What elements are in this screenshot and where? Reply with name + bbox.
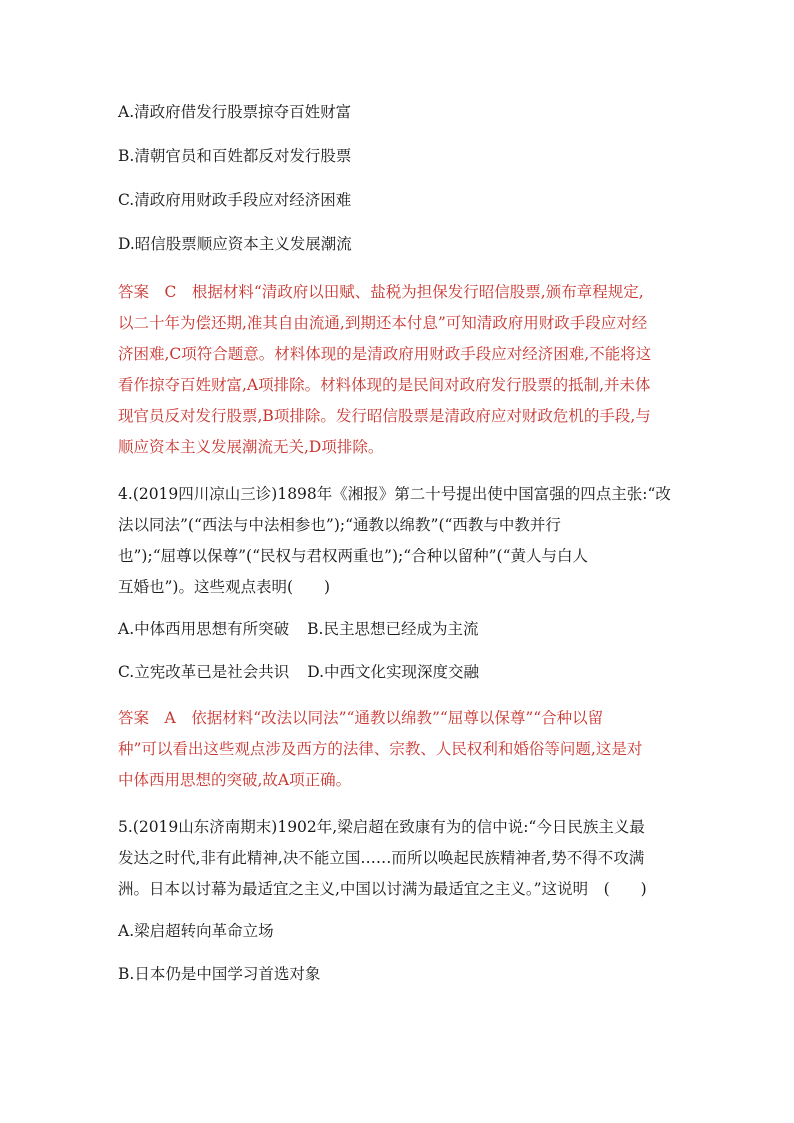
q4-option-d: D.中西文化实现深度交融 (307, 663, 480, 681)
q5-stem-line: 发达之时代,非有此精神,决不能立国……而所以唤起民族精神者,势不得不攻满 (118, 849, 645, 867)
q5-stem (118, 812, 678, 905)
q4-option-a: A.中体西用思想有所突破 (118, 620, 290, 638)
q3-option-c: C.清政府用财政手段应对经济困难 (118, 191, 352, 209)
q3-answer-line: 济困难,C项符合题意。材料体现的是清政府用财政手段应对经济困难,不能将这 (118, 345, 652, 363)
q4-stem-line: 互婚也”)。这些观点表明( ) (118, 578, 331, 596)
q3-option-a: A.清政府借发行股票掠夺百姓财富 (118, 103, 352, 121)
q4-option-c: C.立宪改革已是社会共识 (118, 663, 290, 681)
q3-option-b: B.清朝官员和百姓都反对发行股票 (118, 147, 352, 165)
q5-option-b: B.日本仍是中国学习首选对象 (118, 965, 321, 983)
q5-stem-line: 洲。日本以讨幕为最适宜之主义,中国以讨满为最适宜之主义。”这说明 ( ) (118, 880, 647, 898)
q4-answer-line: 种”可以看出这些观点涉及西方的法律、宗教、人民权利和婚俗等问题,这是对 (118, 740, 643, 758)
q3-answer-line: 顺应资本主义发展潮流无关,D项排除。 (118, 438, 384, 456)
q3-answer-line: 看作掠夺百姓财富,A项排除。材料体现的是民间对政府发行股票的抵制,并未体 (118, 376, 651, 394)
q3-option-d: D.昭信股票顺应资本主义发展潮流 (118, 235, 352, 253)
q4-option-row (118, 619, 478, 639)
q4-stem-line: 法以同法”(“西法与中法相参也”);“通教以绵教”(“西教与中教并行 (118, 516, 561, 534)
q3-answer-line: 以二十年为偿还期,准其自由流通,到期还本付息”可知清政府用财政手段应对经 (118, 314, 648, 332)
q4-option-b: B.民主思想已经成为主流 (307, 620, 479, 638)
q4-stem-line: 4.(2019四川凉山三诊)1898年《湘报》第二十号提出使中国富强的四点主张:“改 (118, 485, 671, 503)
q4-stem (118, 479, 678, 603)
q4-answer-line: 答案 A 依据材料“改法以同法”“通教以绵教”“屈尊以保尊”“合种以留 (118, 709, 604, 727)
q5-option-a: A.梁启超转向革命立场 (118, 922, 274, 940)
q4-answer-line: 中体西用思想的突破,故A项正确。 (118, 771, 352, 789)
q4-option-row (118, 662, 479, 682)
q4-answer (118, 703, 678, 796)
q4-stem-line: 也”);“屈尊以保尊”(“民权与君权两重也”);“合种以留种”(“黄人与白人 (118, 547, 589, 565)
q5-stem-line: 5.(2019山东济南期末)1902年,梁启超在致康有为的信中说:“今日民族主义最 (118, 818, 645, 836)
q3-answer (118, 277, 678, 463)
q3-answer-line: 答案 C 根据材料“清政府以田赋、盐税为担保发行昭信股票,颁布章程规定, (118, 283, 644, 301)
q3-answer-line: 现官员反对发行股票,B项排除。发行昭信股票是清政府应对财政危机的手段,与 (118, 407, 651, 425)
